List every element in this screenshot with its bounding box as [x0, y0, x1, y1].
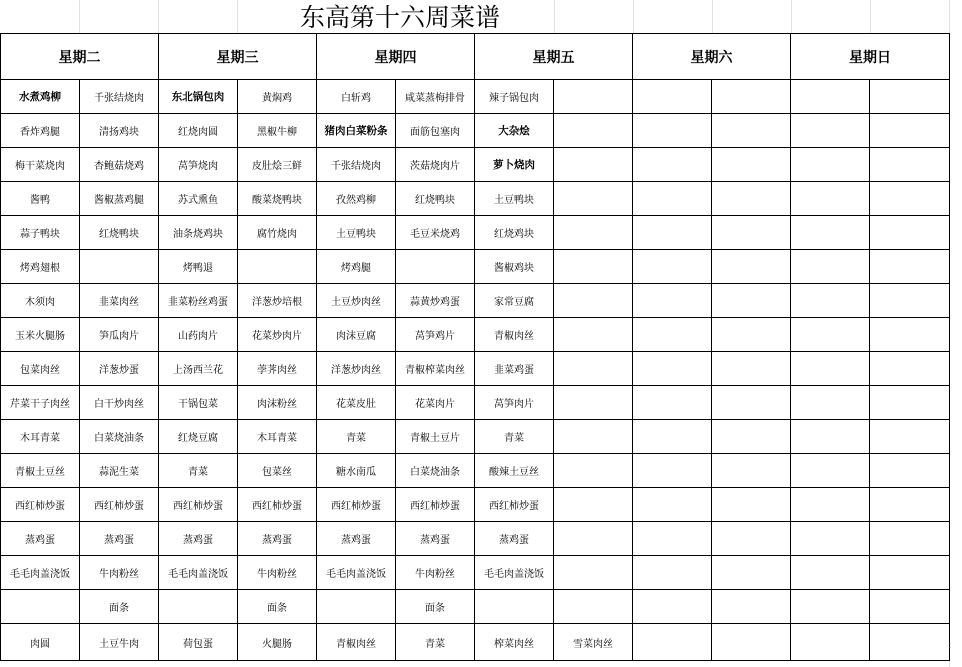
menu-cell[interactable]: [791, 556, 870, 590]
menu-cell[interactable]: 苏式熏鱼: [159, 182, 238, 216]
menu-cell[interactable]: 牛肉粉丝: [238, 556, 317, 590]
menu-cell[interactable]: 白菜烧油条: [396, 454, 475, 488]
menu-cell[interactable]: 蒸鸡蛋: [475, 522, 554, 556]
grid-line: [791, 0, 792, 33]
menu-cell[interactable]: 青椒榨菜肉丝: [396, 352, 475, 386]
menu-cell[interactable]: 烤鸡翅根: [1, 250, 80, 284]
menu-cell[interactable]: 梅干菜烧肉: [1, 148, 80, 182]
menu-cell[interactable]: [791, 80, 870, 114]
menu-cell[interactable]: [712, 284, 791, 318]
menu-cell[interactable]: 蒜泥生菜: [80, 454, 159, 488]
menu-cell[interactable]: 糖水南瓜: [317, 454, 396, 488]
grid-line: [633, 0, 634, 33]
menu-cell[interactable]: 红烧鸡块: [475, 216, 554, 250]
table-row: [1, 216, 950, 250]
menu-cell[interactable]: [712, 556, 791, 590]
menu-cell[interactable]: [791, 624, 870, 661]
table-row: [1, 284, 950, 318]
menu-cell[interactable]: 火腿肠: [238, 624, 317, 661]
menu-cell[interactable]: 青菜: [159, 454, 238, 488]
menu-cell[interactable]: 大杂烩: [475, 114, 554, 148]
menu-cell[interactable]: [633, 590, 712, 624]
day-header-row: [1, 34, 950, 80]
menu-cell[interactable]: [633, 522, 712, 556]
menu-cell[interactable]: [554, 284, 633, 318]
menu-cell[interactable]: [554, 522, 633, 556]
menu-cell[interactable]: [633, 182, 712, 216]
menu-cell[interactable]: [870, 148, 950, 182]
menu-cell[interactable]: 蒸鸡蛋: [317, 522, 396, 556]
menu-cell[interactable]: 红烧鸭块: [80, 216, 159, 250]
menu-cell[interactable]: 水煮鸡柳: [1, 80, 80, 114]
menu-cell[interactable]: [712, 624, 791, 661]
menu-cell[interactable]: 包菜肉丝: [1, 352, 80, 386]
menu-cell[interactable]: 牛肉粉丝: [396, 556, 475, 590]
table-row: [1, 522, 950, 556]
table-row: [1, 420, 950, 454]
menu-cell[interactable]: 玉米火腿肠: [1, 318, 80, 352]
menu-cell[interactable]: [870, 284, 950, 318]
menu-cell[interactable]: 蒜黄炒鸡蛋: [396, 284, 475, 318]
menu-cell[interactable]: 干锅包菜: [159, 386, 238, 420]
menu-cell[interactable]: 黑椒牛柳: [238, 114, 317, 148]
menu-cell[interactable]: 荸荠肉丝: [238, 352, 317, 386]
menu-cell[interactable]: [712, 80, 791, 114]
grid-line: [554, 0, 555, 33]
menu-cell[interactable]: 千张结烧肉: [80, 80, 159, 114]
menu-cell[interactable]: 山药肉片: [159, 318, 238, 352]
menu-cell[interactable]: [791, 182, 870, 216]
menu-cell[interactable]: [791, 352, 870, 386]
menu-cell[interactable]: [238, 250, 317, 284]
menu-cell[interactable]: 西红柿炒蛋: [475, 488, 554, 522]
menu-cell[interactable]: 萝卜烧肉: [475, 148, 554, 182]
menu-cell[interactable]: 肉圆: [1, 624, 80, 661]
table-row: [1, 590, 950, 624]
menu-cell[interactable]: 土豆炒肉丝: [317, 284, 396, 318]
table-row: [1, 352, 950, 386]
menu-cell[interactable]: 蒸鸡蛋: [1, 522, 80, 556]
menu-cell[interactable]: [554, 80, 633, 114]
menu-cell[interactable]: 毛毛肉盖浇饭: [475, 556, 554, 590]
menu-cell[interactable]: [712, 454, 791, 488]
day-header-tuesday[interactable]: 星期二: [1, 34, 159, 80]
menu-cell[interactable]: 花菜肉片: [396, 386, 475, 420]
menu-cell[interactable]: 韭菜鸡蛋: [475, 352, 554, 386]
menu-cell[interactable]: [554, 114, 633, 148]
menu-cell[interactable]: [633, 114, 712, 148]
menu-cell[interactable]: 洋葱炒蛋: [80, 352, 159, 386]
table-row: [1, 454, 950, 488]
menu-cell[interactable]: 蒸鸡蛋: [159, 522, 238, 556]
menu-cell[interactable]: [712, 182, 791, 216]
menu-cell[interactable]: [870, 182, 950, 216]
menu-cell[interactable]: [791, 318, 870, 352]
menu-cell[interactable]: [633, 386, 712, 420]
menu-cell[interactable]: [870, 624, 950, 661]
menu-cell[interactable]: 西红柿炒蛋: [1, 488, 80, 522]
menu-cell[interactable]: 青菜: [317, 420, 396, 454]
table-row: [1, 182, 950, 216]
menu-cell[interactable]: [633, 284, 712, 318]
menu-cell[interactable]: 土豆鸭块: [475, 182, 554, 216]
menu-cell[interactable]: 上汤西兰花: [159, 352, 238, 386]
table-row: [1, 148, 950, 182]
menu-cell[interactable]: 花菜皮肚: [317, 386, 396, 420]
menu-cell[interactable]: [554, 420, 633, 454]
menu-cell[interactable]: 洋葱炒培根: [238, 284, 317, 318]
table-row: [1, 80, 950, 114]
menu-cell[interactable]: 莴笋鸡片: [396, 318, 475, 352]
menu-cell[interactable]: [870, 590, 950, 624]
menu-cell[interactable]: [80, 250, 159, 284]
menu-cell[interactable]: 面条: [396, 590, 475, 624]
menu-cell[interactable]: 东北锅包肉: [159, 80, 238, 114]
menu-cell[interactable]: 青菜: [396, 624, 475, 661]
menu-cell[interactable]: 红烧豆腐: [159, 420, 238, 454]
menu-cell[interactable]: 荷包蛋: [159, 624, 238, 661]
menu-cell[interactable]: 烤鸭退: [159, 250, 238, 284]
menu-cell[interactable]: [633, 80, 712, 114]
menu-cell[interactable]: 毛豆米烧鸡: [396, 216, 475, 250]
menu-cell[interactable]: [870, 318, 950, 352]
menu-cell[interactable]: 黄焖鸡: [238, 80, 317, 114]
menu-cell[interactable]: [712, 590, 791, 624]
grid-line: [870, 0, 871, 33]
menu-cell[interactable]: [554, 318, 633, 352]
menu-cell[interactable]: [554, 148, 633, 182]
menu-cell[interactable]: [317, 590, 396, 624]
menu-cell[interactable]: 家常豆腐: [475, 284, 554, 318]
menu-cell[interactable]: [791, 420, 870, 454]
menu-cell[interactable]: 红烧肉圆: [159, 114, 238, 148]
menu-cell[interactable]: [712, 148, 791, 182]
menu-cell[interactable]: [633, 352, 712, 386]
menu-cell[interactable]: [870, 386, 950, 420]
day-header-friday[interactable]: 星期五: [475, 34, 633, 80]
menu-cell[interactable]: [554, 216, 633, 250]
menu-cell[interactable]: [791, 250, 870, 284]
menu-cell[interactable]: 韭菜粉丝鸡蛋: [159, 284, 238, 318]
menu-cell[interactable]: [870, 80, 950, 114]
page-title: 东高第十六周菜谱: [299, 3, 500, 32]
menu-cell[interactable]: 蒜子鸭块: [1, 216, 80, 250]
menu-cell[interactable]: [712, 488, 791, 522]
menu-cell[interactable]: [633, 624, 712, 661]
menu-cell[interactable]: [712, 522, 791, 556]
menu-cell[interactable]: [159, 590, 238, 624]
menu-cell[interactable]: 莴笋肉片: [475, 386, 554, 420]
menu-cell[interactable]: 雪菜肉丝: [554, 624, 633, 661]
menu-cell[interactable]: [870, 556, 950, 590]
table-row: [1, 488, 950, 522]
menu-cell[interactable]: 青菜: [475, 420, 554, 454]
menu-cell[interactable]: 咸菜蒸梅排骨: [396, 80, 475, 114]
menu-cell[interactable]: [633, 216, 712, 250]
menu-cell[interactable]: 笋瓜肉片: [80, 318, 159, 352]
menu-cell[interactable]: 蒸鸡蛋: [396, 522, 475, 556]
menu-cell[interactable]: [870, 216, 950, 250]
menu-cell[interactable]: 酸辣土豆丝: [475, 454, 554, 488]
menu-cell[interactable]: [554, 590, 633, 624]
menu-cell[interactable]: 茨菇烧肉片: [396, 148, 475, 182]
menu-cell[interactable]: [870, 114, 950, 148]
menu-cell[interactable]: 蒸鸡蛋: [80, 522, 159, 556]
menu-cell[interactable]: 毛毛肉盖浇饭: [317, 556, 396, 590]
corner-mark: :: [948, 640, 952, 651]
menu-cell[interactable]: 酸菜烧鸭块: [238, 182, 317, 216]
menu-cell[interactable]: [554, 556, 633, 590]
menu-cell[interactable]: 芹菜干子肉丝: [1, 386, 80, 420]
menu-cell[interactable]: 杏鲍菇烧鸡: [80, 148, 159, 182]
menu-cell[interactable]: 千张结烧肉: [317, 148, 396, 182]
day-header-wednesday[interactable]: 星期三: [159, 34, 317, 80]
menu-cell[interactable]: 肉沫豆腐: [317, 318, 396, 352]
menu-cell[interactable]: [791, 522, 870, 556]
menu-cell[interactable]: 酱椒鸡块: [475, 250, 554, 284]
menu-cell[interactable]: 皮肚烩三鲜: [238, 148, 317, 182]
menu-cell[interactable]: [791, 488, 870, 522]
menu-cell[interactable]: [633, 318, 712, 352]
menu-cell[interactable]: 洋葱炒肉丝: [317, 352, 396, 386]
menu-body: [1, 80, 950, 661]
menu-cell[interactable]: [791, 386, 870, 420]
menu-cell[interactable]: 牛肉粉丝: [80, 556, 159, 590]
menu-cell[interactable]: 白菜烧油条: [80, 420, 159, 454]
menu-cell[interactable]: [554, 454, 633, 488]
day-header-saturday[interactable]: 星期六: [633, 34, 791, 80]
menu-cell[interactable]: [633, 556, 712, 590]
grid-line: [158, 0, 159, 33]
grid-line: [237, 0, 238, 33]
grid-line: [79, 0, 80, 33]
menu-cell[interactable]: 清扬鸡块: [80, 114, 159, 148]
menu-cell[interactable]: 肉沫粉丝: [238, 386, 317, 420]
menu-cell[interactable]: [870, 250, 950, 284]
table-row: [1, 250, 950, 284]
menu-cell[interactable]: 毛毛肉盖浇饭: [159, 556, 238, 590]
menu-cell[interactable]: [791, 590, 870, 624]
menu-cell[interactable]: 酱椒蒸鸡腿: [80, 182, 159, 216]
menu-cell[interactable]: 榨菜肉丝: [475, 624, 554, 661]
menu-cell[interactable]: [633, 250, 712, 284]
menu-cell[interactable]: 蒸鸡蛋: [238, 522, 317, 556]
menu-cell[interactable]: 青椒土豆片: [396, 420, 475, 454]
menu-cell[interactable]: [870, 522, 950, 556]
menu-cell[interactable]: 白斩鸡: [317, 80, 396, 114]
menu-cell[interactable]: 猪肉白菜粉条: [317, 114, 396, 148]
menu-cell[interactable]: [791, 284, 870, 318]
menu-cell[interactable]: [396, 250, 475, 284]
menu-cell[interactable]: 西红柿炒蛋: [238, 488, 317, 522]
menu-cell[interactable]: 毛毛肉盖浇饭: [1, 556, 80, 590]
menu-cell[interactable]: 包菜丝: [238, 454, 317, 488]
menu-cell[interactable]: [554, 386, 633, 420]
menu-cell[interactable]: [712, 216, 791, 250]
menu-cell[interactable]: [633, 488, 712, 522]
menu-cell[interactable]: [554, 488, 633, 522]
table-row: [1, 114, 950, 148]
menu-cell[interactable]: [791, 114, 870, 148]
menu-cell[interactable]: 西红柿炒蛋: [80, 488, 159, 522]
menu-cell[interactable]: 土豆鸭块: [317, 216, 396, 250]
menu-cell[interactable]: [870, 420, 950, 454]
menu-cell[interactable]: 土豆牛肉: [80, 624, 159, 661]
table-row: [1, 556, 950, 590]
table-row: [1, 624, 950, 661]
menu-cell[interactable]: 红烧鸭块: [396, 182, 475, 216]
menu-cell[interactable]: 孜然鸡柳: [317, 182, 396, 216]
menu-cell[interactable]: 腐竹烧肉: [238, 216, 317, 250]
menu-cell[interactable]: 白干炒肉丝: [80, 386, 159, 420]
menu-cell[interactable]: [1, 590, 80, 624]
menu-cell[interactable]: [712, 420, 791, 454]
menu-cell[interactable]: 香炸鸡腿: [1, 114, 80, 148]
menu-cell[interactable]: [870, 454, 950, 488]
menu-cell[interactable]: 青椒肉丝: [317, 624, 396, 661]
menu-cell[interactable]: 花菜炒肉片: [238, 318, 317, 352]
menu-cell[interactable]: 西红柿炒蛋: [159, 488, 238, 522]
menu-cell[interactable]: [791, 216, 870, 250]
menu-cell[interactable]: 面筋包塞肉: [396, 114, 475, 148]
menu-cell[interactable]: 面条: [80, 590, 159, 624]
table-row: [1, 386, 950, 420]
menu-cell[interactable]: [712, 114, 791, 148]
menu-cell[interactable]: [554, 352, 633, 386]
menu-cell[interactable]: [791, 454, 870, 488]
menu-cell[interactable]: 烤鸡腿: [317, 250, 396, 284]
menu-cell[interactable]: 西红柿炒蛋: [317, 488, 396, 522]
menu-cell[interactable]: 酱鸭: [1, 182, 80, 216]
menu-cell[interactable]: [633, 148, 712, 182]
menu-cell[interactable]: 韭菜肉丝: [80, 284, 159, 318]
menu-cell[interactable]: [712, 318, 791, 352]
menu-cell[interactable]: [475, 590, 554, 624]
menu-cell[interactable]: [870, 488, 950, 522]
menu-cell[interactable]: [712, 250, 791, 284]
menu-cell[interactable]: 莴笋烧肉: [159, 148, 238, 182]
menu-cell[interactable]: [791, 148, 870, 182]
menu-cell[interactable]: [633, 454, 712, 488]
table-row: [1, 318, 950, 352]
menu-cell[interactable]: [712, 352, 791, 386]
menu-cell[interactable]: [554, 250, 633, 284]
menu-cell[interactable]: 青椒土豆丝: [1, 454, 80, 488]
menu-cell[interactable]: 油条烧鸡块: [159, 216, 238, 250]
menu-cell[interactable]: 辣子锅包肉: [475, 80, 554, 114]
menu-cell[interactable]: 木耳青菜: [238, 420, 317, 454]
menu-cell[interactable]: 青椒肉丝: [475, 318, 554, 352]
menu-cell[interactable]: 西红柿炒蛋: [396, 488, 475, 522]
menu-cell[interactable]: [633, 420, 712, 454]
menu-cell[interactable]: 木耳青菜: [1, 420, 80, 454]
day-header-thursday[interactable]: 星期四: [317, 34, 475, 80]
menu-cell[interactable]: [554, 182, 633, 216]
menu-cell[interactable]: 木须肉: [1, 284, 80, 318]
day-header-sunday[interactable]: 星期日: [791, 34, 950, 80]
menu-cell[interactable]: [712, 386, 791, 420]
grid-line: [712, 0, 713, 33]
menu-cell[interactable]: [870, 352, 950, 386]
menu-cell[interactable]: 面条: [238, 590, 317, 624]
menu-table: [0, 33, 950, 661]
